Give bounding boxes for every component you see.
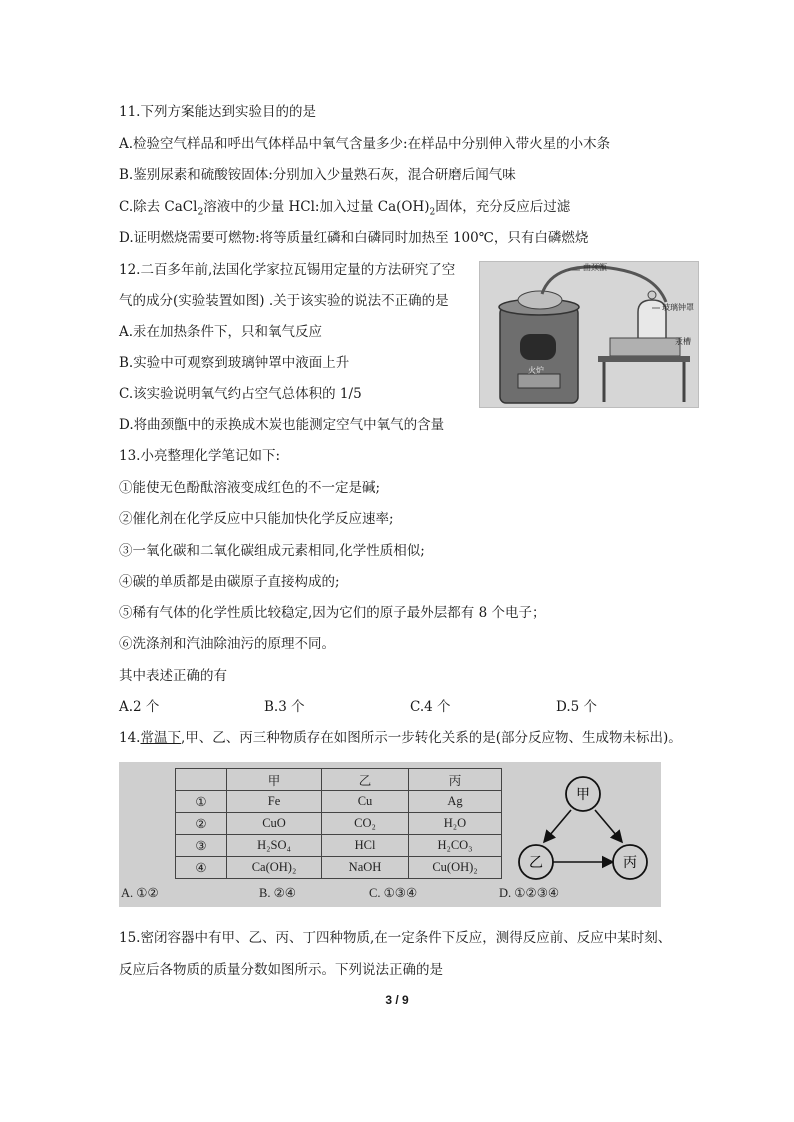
q14-option-b: B. ②④ (259, 886, 296, 900)
q15-line2: 反应后各物质的质量分数如图所示。下列说法正确的是 (119, 962, 443, 978)
q11-option-b: B.鉴别尿素和硫酸铵固体:分别加入少量熟石灰，混合研磨后闻气味 (119, 167, 516, 183)
page-number: 3 / 9 (385, 993, 409, 1007)
q12-option-d: D.将曲颈甑中的汞换成木炭也能测定空气中氧气的含量 (119, 417, 445, 433)
table-cell: Cu (322, 791, 409, 813)
q14-stem: 14.常温下,甲、乙、丙三种物质存在如图所示一步转化关系的是(部分反应物、生成物未标出)。 (119, 730, 682, 746)
q12-option-a: A.汞在加热条件下，只和氧气反应 (119, 324, 323, 340)
table-cell: Ca(OH)₂ (227, 857, 322, 879)
table-cell: NaOH (322, 857, 409, 879)
label-retort: 曲颈甑 (583, 263, 607, 272)
q13-option-a: A.2 个 (119, 699, 160, 715)
q13-item-1: ①能使无色酚酞溶液变成红色的不一定是碱; (119, 480, 381, 496)
table-row (176, 857, 502, 879)
q12-option-c: C.该实验说明氧气约占空气总体积的 1/5 (119, 386, 362, 402)
q13-item-4: ④碳的单质都是由碳原子直接构成的; (119, 574, 340, 590)
table-cell: 乙 (322, 769, 409, 791)
q14-table (175, 768, 502, 879)
table-cell: H₂SO₄ (227, 835, 322, 857)
table-header-row (176, 769, 502, 791)
q12-stem-line1: 12.二百多年前,法国化学家拉瓦锡用定量的方法研究了空 (119, 262, 456, 278)
node-bing-label: 丙 (623, 855, 637, 871)
apparatus-drawing (480, 262, 698, 407)
q14-option-c: C. ①③④ (369, 886, 418, 900)
table-cell: ③ (176, 835, 227, 857)
q13-item-5: ⑤稀有气体的化学性质比较稳定,因为它们的原子最外层都有 8 个电子； (119, 605, 546, 621)
q14-figure (119, 762, 661, 907)
q13-item-3: ③一氧化碳和二氧化碳组成元素相同,化学性质相似; (119, 543, 425, 559)
q12-stem-line2: 气的成分(实验装置如图) .关于该实验的说法不正确的是 (119, 293, 449, 309)
table-row (176, 835, 502, 857)
q13-stem: 13.小亮整理化学笔记如下: (119, 448, 281, 464)
table-row (176, 791, 502, 813)
table-cell: 甲 (227, 769, 322, 791)
table-cell: H₂CO₃ (409, 835, 502, 857)
table-cell: Ag (409, 791, 502, 813)
conversion-diagram (509, 770, 659, 890)
q13-item-6: ⑥洗涤剂和汽油除油污的原理不同。 (119, 636, 335, 652)
table-row (176, 813, 502, 835)
q11-option-c: C.除去 CaCl$_2$溶液中的少量 HCl:加入过量 $Ca(OH)_2$固体，充分反应后过滤 (119, 199, 571, 218)
q12-option-b: B.实验中可观察到玻璃钟罩中液面上升 (119, 355, 350, 371)
q11-option-d: D.证明燃烧需要可燃物:将等质量红磷和白磷同时加热至 100℃，只有白磷燃烧 (119, 230, 589, 246)
q15-line1: 15.密闭容器中有甲、乙、丙、丁四种物质,在一定条件下反应，测得反应前、反应中某时刻、 (119, 930, 672, 946)
table-cell: CO₂ (322, 813, 409, 835)
label-trough: 汞槽 (675, 337, 691, 346)
q13-option-c: C.4 个 (410, 699, 451, 715)
label-bell-jar: 玻璃钟罩 (662, 303, 694, 312)
table-cell: 丙 (409, 769, 502, 791)
q11-option-a: A.检验空气样品和呼出气体样品中氧气含量多少:在样品中分别伸入带火星的小木条 (119, 136, 611, 152)
table-cell: ① (176, 791, 227, 813)
table-cell: Fe (227, 791, 322, 813)
table-cell: HCl (322, 835, 409, 857)
table-cell (176, 769, 227, 791)
label-furnace: 火炉 (528, 366, 544, 375)
node-yi-label: 乙 (529, 855, 543, 871)
lavoisier-apparatus-figure (479, 261, 699, 408)
table-cell: CuO (227, 813, 322, 835)
table-cell: ② (176, 813, 227, 835)
q14-option-d: D. ①②③④ (499, 886, 560, 900)
q13-item-2: ②催化剂在化学反应中只能加快化学反应速率; (119, 511, 394, 527)
q11-stem: 11.下列方案能达到实验目的的是 (119, 104, 316, 120)
node-jia-label: 甲 (576, 787, 590, 803)
q13-option-b: B.3 个 (264, 699, 305, 715)
table-cell: ④ (176, 857, 227, 879)
q13-prompt: 其中表述正确的有 (119, 668, 227, 684)
q14-option-a: A. ①② (121, 886, 159, 900)
q13-option-d: D.5 个 (556, 699, 598, 715)
table-cell: H₂O (409, 813, 502, 835)
table-cell: Cu(OH)₂ (409, 857, 502, 879)
